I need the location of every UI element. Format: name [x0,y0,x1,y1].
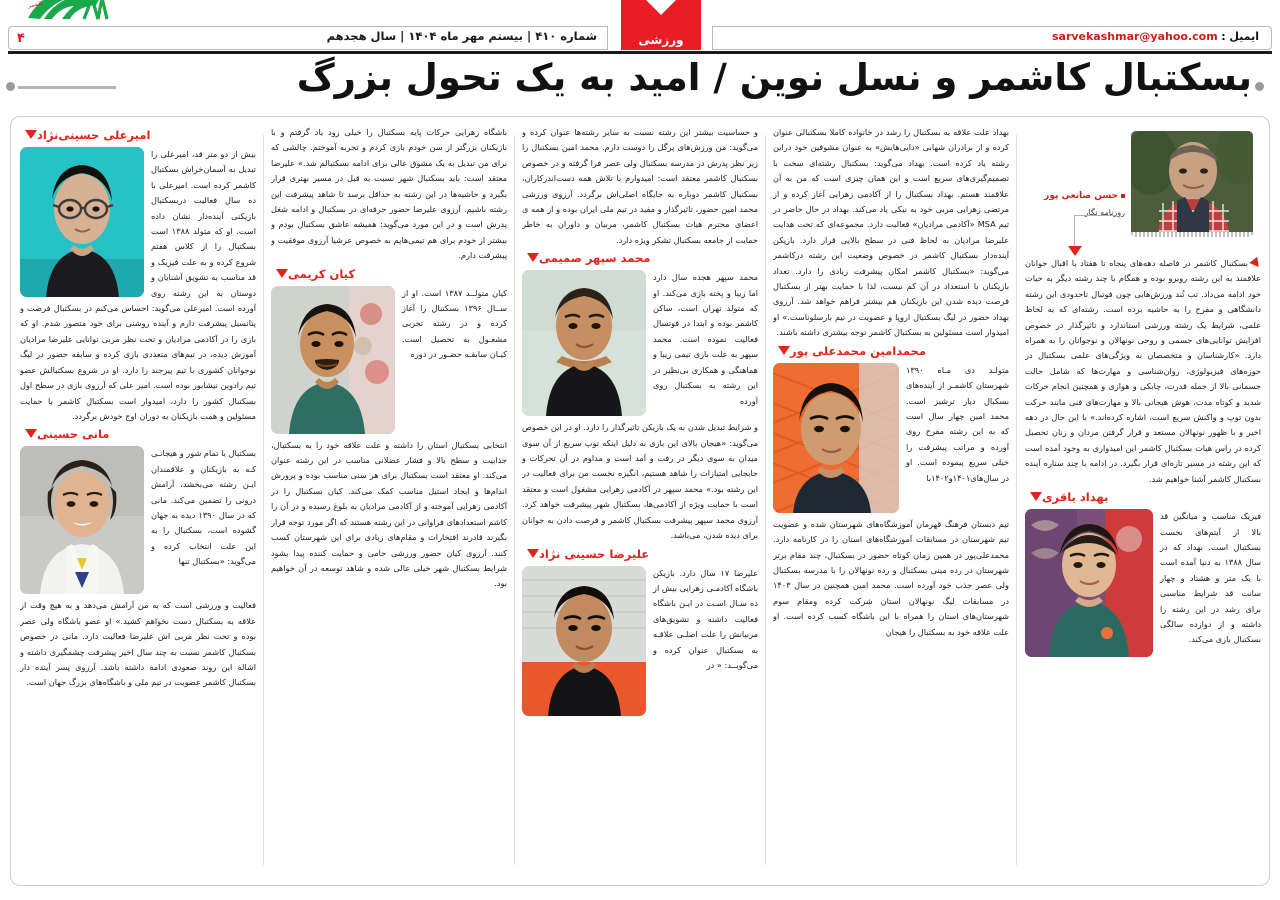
newspaper-logo [22,0,110,24]
photo-mohammad-sepehr-samimi [522,270,646,416]
section-badge-label: ورزشی [638,33,684,47]
masthead-rule [8,51,1272,54]
article-frame [10,116,1270,886]
headline-dot-right [1255,82,1264,91]
photo-behdad-bagheri [1025,509,1153,657]
email-address[interactable]: sarvekashmar@yahoo.com [1051,30,1218,43]
masthead-right-bar [712,26,1272,50]
col4-body3: انتخابی بسکتبال استان را داشته و علت علاقه خود را به بسکتبال، جذابیت و سطح بالا و فشار عضلانی مناسب در این رشته عنوان می‌کند. او معتقد است بسکتبال برای هر سنی مناسب بوده و پرورش اندام‌ها و ایجاد استیل مناسب کمک می‌کند. کیان بسکتبال را در آکادمی زهرایی آموخته و از آکادمی مرادیان به بلوغ رسیده و در آن را کاشم‌ استعدادهای فراوانی در این رشته هستند که اگر مورد توجه قرار بگیرند قادرند افتخارات و مقام‌های زیادی برای این شهرستان کسب کنند. آرزوی کیان حضور ورزشی حامی و حمایت کننده پیدا بشود شرایط بسکتبال شهر خیلی عالی شده و شاهد توسعه در آن خواهیم بود. [271,439,507,589]
col4-body1: باشگاه زهرایی حرکات پایه بسکتبال را خیلی زود یاد گرفتم و با بازیکنان بزرگتر از سن خودم بازی کردم و تجربه آموختم. چالشی که برای من تبدیل به یک مشوق عالی برای ادامه بسکتبالم شد.» علیرضا معتقد است: باید بسکتبال شهر نسبت به قبل در مسیر بهتری قرار بگیرد و حاشیه‌ها در این رشته به حداقل برسد تا شاهد پیشرفت این رشته باشیم. آرزوی علیرضا حضور حرفه‌ای در بسکتبال و ادامه شغل پدرش است و در این مورد می‌گوید: همیشه عاشق بسکتبال بودم و بیشتر از خودم برای هم تیمی‌هایم به خصوص عرشیا آرزوی موفقیت و پیشرفت دارم. [271,127,507,261]
name-heading-mohammad-sepehr-samimi: محمد سپهر صمیمی [522,250,758,266]
triangle-marker-icon [276,269,288,278]
col3-body1: و حساسیت بیشتر این رشته نسبت به سایر رشته‌ها عنوان کرده و می‌گوید: من ورزش‌های پرگل را دوست دارم. محمد امین بسکتبال را زیر نظر پدرش در مدرسه بسکتبال ولی عصر فرا گرفته و در خصوص بسکتبال کاشمر معتقد است: امیدوارم با تلاش همه دست‌اندرکاران، بسکتبال کاشمر دوباره به جایگاه اصلی‌اش برگردد. آرزوی ورزشی محمد امین حضور، تاثیرگذار و مفید در تیم ملی ایران بوده و از همه ی اعضای محترم هیات بسکتبال کاشمر، مربیان و داوران به خاطر حمایت از جامعه بسکتبال تشکر ویژه دارد. [522,127,758,245]
name-heading-alireza-hosseininejad: علیرضا حسینی نژاد [522,546,758,562]
author-connector-icon [1074,215,1121,246]
issue-info: شماره ۴۱۰ | بیستم مهر ماه ۱۴۰۴ | سال هجدهم [326,29,597,43]
triangle-marker-icon [1030,492,1042,501]
headline-dot-left [6,82,15,91]
author-name: حسن صانعی پور [1044,189,1125,204]
portrait-amirali-hosseininejad [20,147,144,297]
triangle-marker-icon [778,346,790,355]
col5-body1: بیش از دو متر قد، امیرعلی را تبدیل به آسمان‌خراش بسکتبال کاشمر کرده است. امیرعلی با ده سال فعالیت دربسکتبال بازیکنی آینده‌دار نشان داده است. او که متولد ۱۳۸۸ است بسکتبال را از کلاس هفتم شروع کرده و به علت فیزیک و قد مناسب به تشویق آشنایان و دوستان به این رشته روی آورده است. امیرعلی می‌گوید: احساس می‌کنم در بسکتبال فرصت و پتانسیل پیشرفت دارم و آینده روشنی برای خود متصور شدم. او که بازی را در آکادمی مرادیان و تحت نظر مربی توانایی علیرضا مرادیان آموزش دیده، در تیم‌های متعددی بازی کرده و سابقه حضور در لیگ نوجوانان کشوری با تیم پیرجند را دارد. او در شروع بسکتبالش عضو تیم رادوین نیشابور بوده است. امیر علی که آرزوی بازی در سطح اول بسکتبال کشور را دارد، امیدوار است بسکتبال کاشمر با حمایت مسئولین و همت بازیکنان به دوران اوج خودش برگردد. [20,149,256,421]
page-title: بسکتبال کاشمر و نسل نوین / امید به یک تحول بزرگ [296,56,1252,99]
logo-subtext: کاشمر [27,0,44,10]
name-heading-mohammadamin-mohammadalipour: محمدامین محمدعلی پور [773,343,1009,359]
column-divider [765,135,766,865]
photo-alireza-hosseininejad [522,566,646,716]
portrait-alireza-hosseininejad [522,566,646,716]
triangle-marker-icon [25,130,37,139]
name-heading-amirali-hosseininejad: امیرعلی حسینی‌نژاد [20,127,256,143]
portrait-kian-karimi [271,286,395,434]
name-heading-mani-hosseini: مانی حسینی [20,426,256,442]
col3-body2: محمد سپهر هجده سال دارد اما زیبا و پخته بازی می‌کند. او که متولد تهران است، ساکن کاشمر بوده و ابتدا در فوتسال فعالیت نموده است. محمد سپهر به علت بازی تیمی زیبا و هماهنگی و همکاری بی‌نظیر در این رشته به بسکتبال روی آورده [653,272,758,406]
section-badge [621,0,701,50]
red-arrow-icon [1249,257,1261,270]
column-2 [773,125,1009,879]
photo-mohammadamin-mohammadalipour [773,363,899,513]
author-photo [1131,131,1253,237]
portrait-mani-hosseini [20,446,144,594]
name-heading-behdad-bagheri: بهداد باقری [1025,489,1261,505]
column-5 [20,125,256,879]
author-role: روزنامه نگار [1084,208,1125,217]
col2-body2: متولـد دی مـاه ۱۳۹۰ شهرستان کاشمـر از آینده‌های بسکبال دیار ترشیز است. محمد امین چهار سال است که به این رشته مفرح روی آورده و مراتب پیشرفت را خیلی سریع پیموده است. او در سال‌های۱۴۰۱و۱۴۰۲با [906,364,1009,483]
column-1 [1025,125,1261,879]
column-divider [514,135,515,865]
col4-body2: کیان متولــد ۱۳۸۷ است. او از ســال ۱۳۹۶ بسکتبال را آغاز کرده و در رشته تجربی مشغـول به تحصیل است. کیـان سابقـه حضـور در دوره [402,287,507,360]
portrait-hasan-saneipour [1131,131,1253,237]
column-divider [1016,135,1017,865]
triangle-marker-icon [527,549,539,558]
portrait-sepehr-samimi [522,270,646,416]
author-byline [1045,131,1253,256]
headline-rule [18,86,116,89]
column-4 [271,125,507,879]
photo-amirali-hosseininejad [20,147,144,297]
col3-body4: علیرضا ۱۷ سال دارد. بازیکن باشگاه آکادمـی زهرایی بیش از ده سـال اسـت در ایـن باشگاه فعالیت داشته و تشویق‌های مربیانش را علت اصلـی علاقـه به بسکتبال عنوان کرده و می‌گویــد: « در [653,567,758,670]
col1-intro: بسکتبال کاشمر در فاصله دهه‌های پنجاه تا هفتاد با اقبال جوانان علاقمند به این رشته روبرو بوده و همگام با چند رشته دیگر به حیات خود ادامه می‌داد. تب تُند ورزش‌هایی چون فوتبال تاحدودی این رشته دانشگاهی و مفرح را به حاشیه برده است. رشته‌ای که به لحاظ علمی، شرایط یک رشته ورزشی استاندارد و تاثیرگذار در خصوص افزایش توانایی‌های جسمی و روحی نونهالان و نوجوانان را به همراه دارد. «کارشناسان و متخصصان به ویژگی‌های علمی بسکتبال در حوزه‌های فیزیولوژی، روان‌شناسی و مهارت‌ها که شامل حالت جسمانی بالا از جمله قدرت، چابکی و هوازی و همچنین انجام حرکات شدید و کوتاه مدت، هوش هیجانی بالا و مهارت‌های فنی مانند حرکت بدون توپ و واکنش سریع است، اشاره کرده‌اند.» با این حال در دهه اخیر و با ظهور نونهالان مستعد و قرار گرفتن مردان و زنان تحصیل کرده در راس هیات بسکتبال کاشمر این امیدواری به وجود آمده است که این رشته در مسیر تازه‌ای قرار بگیرد. در ادامه با چند ستاره آینده بسکتبال کاشمر آشنا خواهیم شد. [1025,258,1261,484]
photo-kian-karimi [271,286,395,434]
col2-body1: بهداد علت علاقه به بسکتبال را رشد در خانواده کاملا بسکتبالی عنوان کرده و از برادران شهابی «دایی‌هایش» به عنوان مشوقین خود دراین رشته یاد کرده است. بهداد می‌گوید: بسکتبال رشته‌ای سخت با تصمیم‌گیری‌های سریع است و این همان چیزی است که من به آن علاقمند هستم. بهداد بسکتبال را از آکادمی زهرایی آغاز کرده و از مرتضی زهرایی مربی خود به نیکی یاد می‌کند. بهداد در حال حاضر در تیم MSA «آکادمی مرادیان» فعالیت دارد. مجموعه‌ای که تحت هدایت علیرضا مرادیان به لحاظ فنی در سطح بالایی قرار دارد. بازیکن آینده‌دار بسکتبال کاشمر در خصوص وضعیت این رشته درکاشمر می‌گوید: «بسکتبال کاشمر امکان پیشرفت زیادی را دارد. تعداد بازیکنان با استعداد در آن کم نیست، لذا با حمایت بهتر از بسکتبال فرصت دیده شدن این بازیکنان هم بیشتر فراهم خواهد شد. آرزوی بهداد حضور در لیگ بسکتبال اروپا و عضویت در تیم بارسلوناست.» او امیدوار است مسئولین به بسکتبال کاشمر توجه بیشتری داشته باشند. [773,127,1009,338]
col3-body3: و شرایط تبدیل شدن به یک بازیکن تاثیرگذار را دارد. او در این خصوص می‌گوید: «هیجان بالای این بازی به دلیل اینکه توپ سریع از آن سوی میدان به سوی دیگر در رفت و آمد است و مداوم در آن تحرکات و جابجایی امتیازات را شاهد هستیم، انگیزه نخست من برای فعالیت در این رشته بود.» محمد سپهر در آکادمی زهرایی مشغول است و معتقد است با حمایت ویژه از آکادمی‌ها، بسکتبال شهر پیشرفت خواهد کرد. آرزوی محمد سپهر پیشرفت بسکتبال کاشمر و فرصت دادن به جوانان برای دیده شدن، می‌باشد. [522,422,758,541]
column-divider [263,135,264,865]
email-label: ایمیل : [1221,30,1259,43]
headline-band [0,56,1280,112]
masthead-left-bar [8,26,608,50]
portrait-behdad-bagheri [1025,509,1153,657]
column-3 [522,125,758,879]
portrait-mohammadamin [773,363,899,513]
masthead [0,0,1280,54]
col2-body3: تیم دبستان فرهنگ قهرمان آموزشگاه‌های شهرستان شده و عضویت تیم شهرستان در مسابقات آموزشگاه‌های استان را در کارنامه دارد. محمدعلی‌پور در همین زمان کوتاه حضور در بسکتبال، چند مقام برتر شهرستان در رده مینی بسکتبال و رده نونهالان را با مدرسه بسکتبال ولی عصر جذب خود آورده است. محمد امین همچنین در سال ۱۴۰۳ در مسابقات لیگ نونهالان استان شرکت کرده ومقام سوم شهرستان‌های استان را همراه با این باشگاه کسب کرده است. او علت علاقه خود به بسکتبال را هیجان [773,518,1009,637]
author-bullet-icon [1121,194,1125,198]
col5-body3: فعالیت و ورزشی است که به من آرامش می‌دهد و به هیچ وقت از علاقه به بسکتبال دست نخواهم کشید.» او عضو باشگاه ولی عصر بوده و تحت نظر مربی اش علیرضا فعالیت دارد. مانی در خصوص بسکتبال کاشمر نسبت به چند سال اخیر پیشرفت چشمگیری داشته و اشاله این روند صعودی ادامه داشته باشد. آرزوی پسر آینده دار بسکتبال کاشمر عضویت در تیم ملی و باشگاه‌های بزرگ جهان است. [20,600,256,688]
name-heading-kian-karimi: کیان کریمی [271,266,507,282]
col5-body2: بسکتبال با تمام شور و هیجانـی کـه به بازیکنان و علاقمندان ایـن رشته می‌بخشد، آرامش درونی را تضمین می‌کند. مانی که در سال ۱۳۹۰ دیده به جهان گشوده است، بسکتبال را به این علت انتخاب کرده و می‌گوید: «بسکتبال تنها [151,448,256,567]
col1-body2: فیزیک مناسب و میانگین قد بالا از آیتم‌های نخست بسکتبال است. بهداد که در سال ۱۳۸۸ به دنیا آمده است با یک متر و هشتاد و چهار سانت قد شرایط مناسبی برای رشد در این رشته را داشته و از دوازده سالگی بسکتبال بازی می‌کند. [1160,511,1261,645]
triangle-marker-icon [25,429,37,438]
triangle-marker-icon [527,253,539,262]
email-block [1052,30,1259,43]
photo-mani-hosseini [20,446,144,594]
page-number: ۴ [17,30,25,46]
